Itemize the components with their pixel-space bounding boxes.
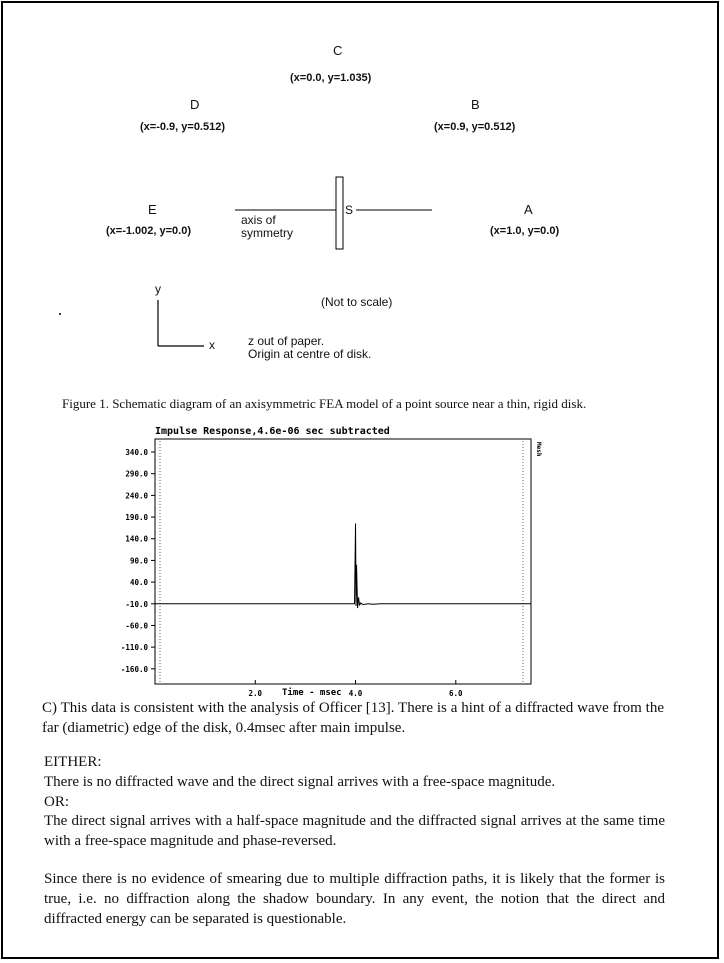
point-a-coord: (x=1.0, y=0.0) [490, 225, 560, 237]
x-axis-title: Time - msec [282, 688, 342, 698]
x-tick-label: 6.0 [449, 689, 463, 698]
y-tick-label: 290.0 [125, 469, 148, 479]
y-tick-label: -10.0 [125, 599, 148, 609]
either-text: There is no diffracted wave and the direct signal arrives with a free-space magnitude. [44, 774, 556, 790]
side-label: Mesh [535, 442, 542, 457]
y-ticks [121, 448, 155, 674]
or-text: The direct signal arrives with a half-space magnitude and the diffracted signal arrives at the same time with a free-space magnitude and phase-reversed. [44, 813, 665, 849]
y-tick-label: 340.0 [125, 448, 148, 458]
source-label: S [345, 203, 354, 217]
x-axis-label: x [209, 338, 215, 352]
point-b-label: B [471, 97, 480, 112]
y-tick-label: 140.0 [125, 534, 148, 544]
impulse-chart [0, 420, 724, 700]
chart-title: Impulse Response,4.6e-06 sec subtracted [155, 426, 390, 437]
figure-caption: Figure 1. Schematic diagram of an axisymmetric FEA model of a point source near a thin, rigid disk. [62, 396, 587, 411]
point-e-coord: (x=-1.002, y=0.0) [106, 225, 192, 237]
or-label: OR: [44, 794, 70, 810]
point-b-coord: (x=0.9, y=0.512) [434, 121, 516, 133]
point-d-coord: (x=-0.9, y=0.512) [140, 121, 226, 133]
y-tick-label: -60.0 [125, 621, 148, 631]
not-to-scale-note: (Not to scale) [321, 295, 393, 309]
axis-symmetry-label-1: axis of [241, 213, 276, 227]
origin-note: Origin at centre of disk. [248, 347, 372, 361]
x-tick-label: 2.0 [248, 689, 263, 698]
either-label: EITHER: [44, 754, 102, 770]
y-tick-label: 40.0 [129, 578, 148, 588]
x-ticks [248, 680, 463, 698]
disk-drawing [0, 0, 724, 380]
stray-dot [59, 313, 61, 315]
y-tick-label: -110.0 [120, 643, 148, 653]
axis-symmetry-label-2: symmetry [241, 226, 293, 240]
y-tick-label: -160.0 [120, 664, 148, 674]
y-tick-label: 190.0 [125, 513, 148, 523]
point-c-label: C [333, 43, 343, 58]
point-e-label: E [148, 202, 157, 217]
paragraph-c: C) This data is consistent with the analysis of Officer [13]. There is a hint of a diffracted wave from the far (diametric) edge of the disk, 0.4msec after main impulse. [42, 700, 664, 736]
y-axis-label: y [155, 282, 161, 296]
impulse-series-line [155, 524, 531, 609]
y-tick-label: 90.0 [129, 556, 148, 566]
disk-shape [336, 177, 343, 249]
x-tick-label: 4.0 [348, 689, 363, 698]
point-d-label: D [190, 97, 200, 112]
point-c-coord: (x=0.0, y=1.035) [290, 72, 372, 84]
conclusion-paragraph: Since there is no evidence of smearing due to multiple diffraction paths, it is likely that the former is true, i.e. no diffraction along the shadow boundary. In any event, the notion that the direct and diffracted energy can be separated is questionable. [44, 871, 665, 927]
y-tick-label: 240.0 [125, 491, 148, 501]
plot-frame [155, 439, 531, 684]
point-a-label: A [524, 202, 533, 217]
z-note: z out of paper. [248, 334, 325, 348]
